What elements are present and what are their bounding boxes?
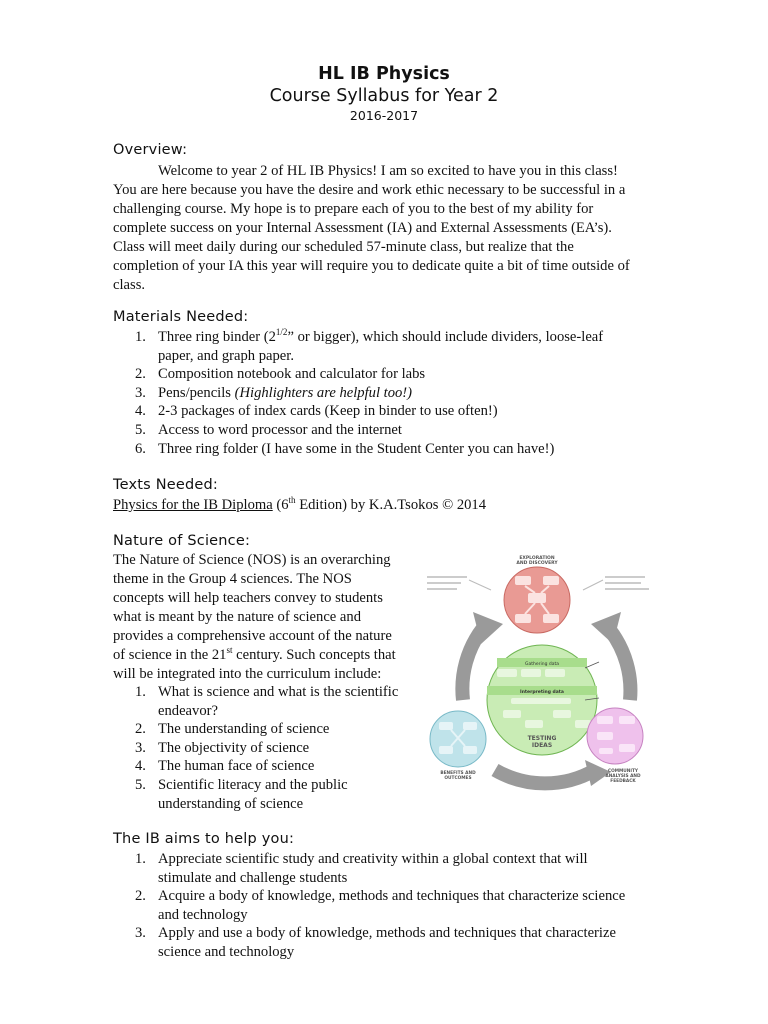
overview-line: completion of your IA this year will require you to dedicate quite a bit of time outside of bbox=[113, 258, 630, 274]
list-item: 2. Composition notebook and calculator for labs bbox=[135, 366, 426, 383]
list-item: 4. The human face of science bbox=[135, 758, 315, 775]
list-item: 2. Acquire a body of knowledge, methods and techniques that characterize science and technology bbox=[135, 888, 626, 923]
textbook-citation: Physics for the IB Diploma (6th Edition) by K.A.Tsokos © 2014 bbox=[113, 495, 487, 513]
svg-text:BENEFITS AND: BENEFITS AND bbox=[440, 771, 476, 776]
aims-list bbox=[113, 850, 673, 962]
overview-line: Class will meet daily during our scheduled 57-minute class, but realize that the bbox=[113, 239, 574, 255]
document-title: HL IB Physics bbox=[318, 64, 450, 84]
list-item: 5. Access to word processor and the internet bbox=[135, 421, 402, 438]
overview-line: class. bbox=[113, 277, 146, 293]
overview-line: Welcome to year 2 of HL IB Physics! I am so excited to have you in this class! bbox=[158, 163, 618, 179]
textbook-title: Physics for the IB Diploma bbox=[113, 497, 273, 513]
benefits-circle bbox=[430, 711, 486, 781]
nos-line: The Nature of Science (NOS) is an overarching bbox=[113, 552, 391, 568]
school-year: 2016-2017 bbox=[349, 108, 419, 123]
list-item: 5. Scientific literacy and the public understanding of science bbox=[135, 776, 348, 812]
list-item: 1. Appreciate scientific study and creativity within a global context that will stimulate and challenge students bbox=[135, 851, 588, 886]
svg-text:OUTCOMES: OUTCOMES bbox=[444, 776, 472, 781]
list-item: 3. The objectivity of science bbox=[135, 739, 310, 756]
overview-paragraph bbox=[113, 162, 653, 295]
materials-list bbox=[113, 328, 633, 458]
testing-ideas-circle bbox=[487, 645, 599, 755]
nos-paragraph bbox=[113, 551, 413, 684]
texts-heading: Texts Needed: bbox=[113, 477, 218, 493]
svg-text:FEEDBACK: FEEDBACK bbox=[610, 779, 636, 784]
list-item: 6. Three ring folder (I have some in the Student Center you can have!) bbox=[135, 440, 555, 457]
materials-heading: Materials Needed: bbox=[113, 309, 249, 325]
nos-line: of science in the 21st century. Such concepts that bbox=[113, 645, 396, 663]
nos-concepts-list bbox=[113, 683, 413, 813]
svg-text:EXPLORATION: EXPLORATION bbox=[519, 556, 555, 561]
nos-line: concepts will help teachers convey to students bbox=[113, 590, 383, 606]
svg-text:AND DISCOVERY: AND DISCOVERY bbox=[516, 561, 558, 566]
nos-line: what is meant by the nature of science and bbox=[113, 609, 362, 625]
overview-heading: Overview: bbox=[113, 142, 188, 158]
nos-line: provides a comprehensive account of the nature bbox=[113, 628, 392, 644]
overview-line: complete success on your Internal Assessment (IA) and External Assessments (EA’s). bbox=[113, 220, 612, 236]
svg-text:Interpreting data: Interpreting data bbox=[520, 690, 564, 695]
exploration-circle bbox=[504, 555, 570, 633]
nos-heading: Nature of Science: bbox=[113, 533, 251, 549]
svg-text:TESTING: TESTING bbox=[527, 735, 557, 742]
document-subtitle: Course Syllabus for Year 2 bbox=[269, 86, 499, 106]
svg-text:IDEAS: IDEAS bbox=[531, 742, 553, 749]
overview-line: You are here because you have the desire and work ethic necessary to be successful in a bbox=[113, 182, 626, 198]
list-item: 4. 2-3 packages of index cards (Keep in binder to use often!) bbox=[135, 403, 498, 420]
aims-heading: The IB aims to help you: bbox=[113, 831, 295, 847]
nos-line: will be integrated into the curriculum include: bbox=[113, 666, 382, 682]
svg-text:ANALYSIS AND: ANALYSIS AND bbox=[605, 774, 641, 779]
list-item: 2. The understanding of science bbox=[135, 721, 330, 738]
list-item: 1. Three ring binder ($2^{1/2}$” or bigger), which should include dividers, loose-leaf paper, and graph paper. bbox=[135, 327, 604, 364]
list-item: 1. What is science and what is the scientific endeavor? bbox=[135, 684, 399, 719]
list-item: 3. Pens/pencils (Highlighters are helpful too!) bbox=[135, 384, 413, 401]
overview-line: challenging course. My hope is to prepare each of you to the best of my ability for bbox=[113, 201, 594, 217]
svg-text:Gathering data: Gathering data bbox=[524, 662, 560, 667]
list-item: 3. Apply and use a body of knowledge, methods and techniques that characterize science and technology bbox=[135, 925, 616, 960]
nos-line: theme in the Group 4 sciences. The NOS bbox=[113, 571, 352, 587]
svg-text:COMMUNITY: COMMUNITY bbox=[607, 769, 639, 774]
nature-of-science-diagram bbox=[425, 550, 665, 798]
